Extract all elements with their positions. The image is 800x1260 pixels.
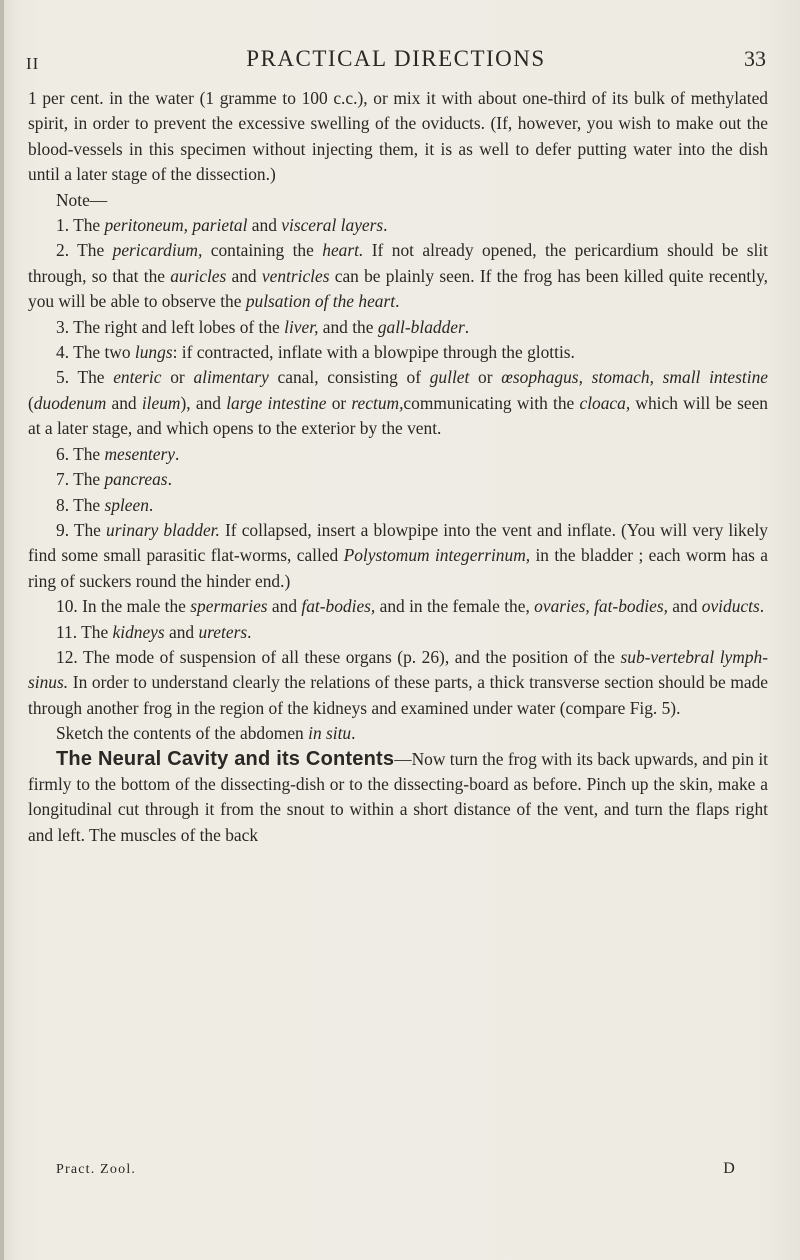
note-label: Note— [56,189,108,210]
section-heading: The Neural Cavity and its Contents [56,747,395,770]
list-item-11: 11. The kidneys and ureters. [56,621,252,642]
signature-mark: II [26,54,40,73]
list-item-1: 1. The peritoneum, parietal and visceral layers. [56,215,388,236]
page-body [28,86,768,848]
list-item-3: 3. The right and left lobes of the liver, and the gall-bladder. [56,316,470,337]
list-item-6: 6. The mesentery. [56,443,180,464]
page-footer [56,1162,736,1184]
intro-paragraph: 1 per cent. in the water (1 gramme to 100 c.c.), or mix it with about one-third of its bulk of methylated spirit, in order to prevent the excessive swelling of the oviducts. (If, however, you wish to make out the blood-vessels in this specimen without injecting them, it is as well to defer putting water into the dish until a later stage of the dissection.) [28,88,768,185]
list-item-8: 8. The spleen. [56,494,154,515]
list-item-2: 2. The pericardium, containing the heart. If not already opened, the pericardium should be slit through, so that the auricles and ventricles can be plainly seen. If the frog has been killed quite recently, you will be able to observe the pulsation of the heart. [28,240,768,312]
list-item-9: 9. The urinary bladder. If collapsed, insert a blowpipe into the vent and inflate. (You will very likely find some small parasitic flat-worms, called Polystomum integerrinum, in the bladder ; each worm has a ring of suckers round the hinder end.) [28,519,769,591]
footer-signature: Pract. Zool. [56,1162,137,1177]
list-item-7: 7. The pancreas. [56,469,172,490]
list-item-10: 10. In the male the spermaries and fat-bodies, and in the female the, ovaries, fat-bodies, and oviducts. [56,596,765,617]
section-paragraph [28,747,768,849]
page-number: 33 [744,46,766,71]
list-item-5: 5. The enteric or alimentary canal, consisting of gullet or œsophagus, stomach, small intestine (duodenum and ileum), and large intestine or rectum,communicating with the cloaca, which will be seen at a later stage, and which opens to the exterior by the vent. [28,367,769,439]
list-item-4: 4. The two lungs: if contracted, inflate with a blowpipe through the glottis. [56,342,575,363]
list-item-12: 12. The mode of suspension of all these organs (p. 26), and the position of the sub-vertebral lymph-sinus. In order to understand clearly the relations of these parts, a thick transverse section should be made through another frog in the region of the kidneys and examined under water (compare Fig. 5). [28,646,768,718]
sketch-instruction: Sketch the contents of the abdomen in situ. [56,723,356,744]
running-header [26,46,766,76]
running-title: PRACTICAL DIRECTIONS [246,46,546,71]
section-text: —Now turn the frog with its back upwards, and pin it firmly to the bottom of the dissecting-dish or to the dissecting-board as before. Pinch up the skin, make a longitudinal cut through it from the snout to within a short distance of the vent, and turn the flaps right and left. The muscles of the back [28,748,768,845]
binding-gutter [0,0,4,1260]
footer-gathering-mark: D [723,1160,736,1177]
